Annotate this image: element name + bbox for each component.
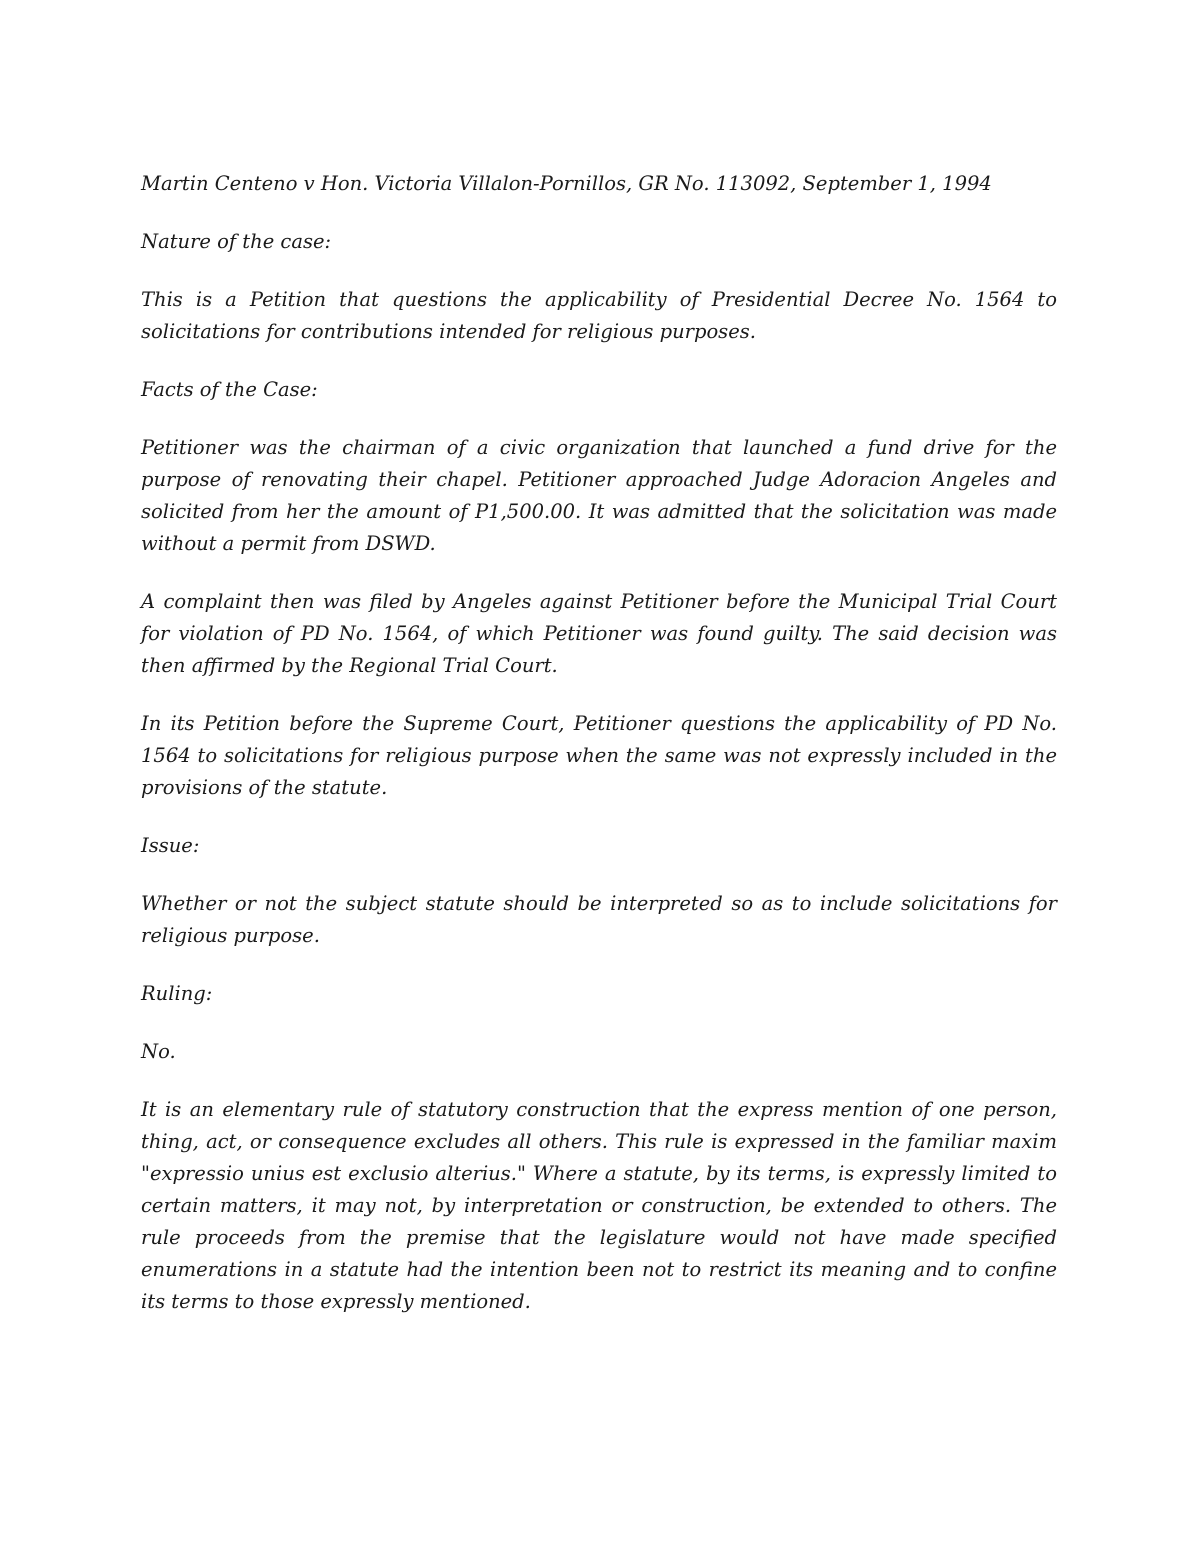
issue-paragraph: Whether or not the subject statute should be interpreted so as to include solicitations for religious purpose. [141,892,1057,947]
facts-paragraph-1: Petitioner was the chairman of a civic organization that launched a fund drive for the purpose of renovating their chapel. Petitioner approached Judge Adoracion Angeles and solicited from her the amount of P1,500.00. It was admitted that the solicitation was made without a permit from DSWD. [141,436,1057,555]
ruling-heading: Ruling: [141,982,213,1005]
issue-heading: Issue: [141,834,200,857]
ruling-answer: No. [141,1040,176,1063]
nature-heading: Nature of the case: [141,230,332,253]
facts-paragraph-3: In its Petition before the Supreme Court, Petitioner questions the applicability of PD No. 1564 to solicitations for religious purpose when the same was not expressly included in the provisions of the statute. [141,712,1057,799]
ruling-paragraph: It is an elementary rule of statutory construction that the express mention of one person, thing, act, or consequence excludes all others. This rule is expressed in the familiar maxim "expressio unius est exclusio alterius." Where a statute, by its terms, is expressly limited to certain matters, it may not, by interpretation or construction, be extended to others. The rule proceeds from the premise that the legislature would not have made specified enumerations in a statute had the intention been not to restrict its meaning and to confine its terms to those expressly mentioned. [141,1098,1057,1313]
case-title: Martin Centeno v Hon. Victoria Villalon-Pornillos, GR No. 113092, September 1, 1994 [141,172,992,195]
nature-paragraph: This is a Petition that questions the applicability of Presidential Decree No. 1564 to solicitations for contributions intended for religious purposes. [141,288,1057,343]
document-body [141,168,1057,1344]
facts-heading: Facts of the Case: [141,378,318,401]
facts-paragraph-2: A complaint then was filed by Angeles against Petitioner before the Municipal Trial Court for violation of PD No. 1564, of which Petitioner was found guilty. The said decision was then affirmed by the Regional Trial Court. [141,590,1057,677]
